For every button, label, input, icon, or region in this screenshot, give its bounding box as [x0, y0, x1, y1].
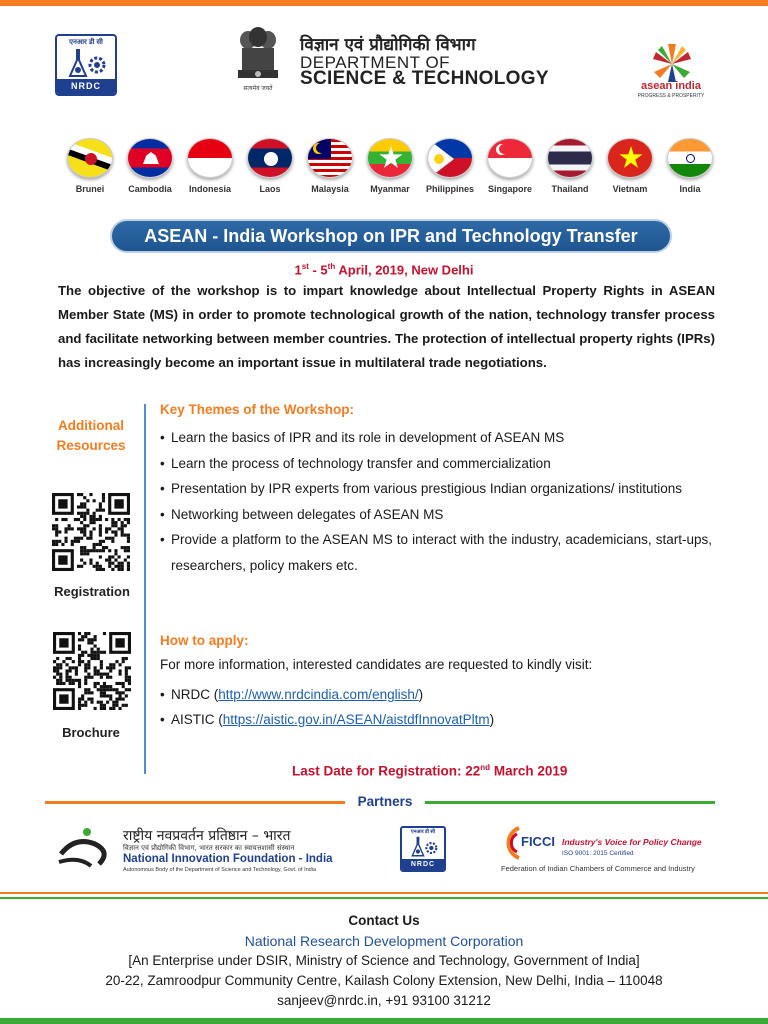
objective-paragraph: The objective of the workshop is to impart knowledge about Intellectual Property Rights in ASEAN Member State (MS) in order to promote technological growth of the nation, technology transfer process and facilitate networking between member countries. The protection of intellectual property rights (IPRs) has increasingly become an important issue in multilateral trade negotiations.: [58, 283, 715, 370]
list-item: [160, 707, 494, 732]
list-item: • Provide a platform to the ASEAN MS to interact with the industry, academicians, start-ups, researchers, policy makers etc.: [160, 527, 712, 578]
nif-autonomous-note: Autonomous Body of the Department of Science and Technology, Govt. of India: [123, 867, 317, 873]
flag-india: [660, 138, 720, 200]
flag-label: Laos: [259, 184, 281, 194]
date-end-day: - 5: [308, 262, 328, 278]
nif-hindi-name: राष्ट्रीय नवप्रवर्तन प्रतिष्ठान – भारत: [123, 828, 291, 844]
partners-divider-left: [45, 801, 345, 804]
contact-email-phone: sanjeev@nrdc.in, +91 93100 31212: [277, 993, 491, 1008]
flag-myanmar: [360, 138, 420, 200]
singapore-flag-icon: [487, 138, 533, 178]
flag-label: Indonesia: [188, 184, 231, 194]
asean-india-logo-sub: PROGRESS & PROSPERITY: [637, 93, 705, 99]
registration-label: Registration: [54, 584, 130, 599]
malaysia-flag-icon: [307, 138, 353, 178]
brochure-qr-code[interactable]: [53, 632, 131, 710]
india-flag-icon: [667, 138, 713, 178]
ficci-federation: Federation of Indian Chambers of Commerce and Industry: [501, 864, 695, 873]
ficci-iso: ISO 9001: 2015 Certified: [562, 850, 634, 857]
top-orange-band: [0, 0, 768, 6]
nif-hindi-sub: विज्ञान एवं प्रौद्योगिकी विभाग, भारत सरकार का स्वायत्तशासी संस्थान: [123, 844, 295, 852]
nrdc-partner-logo: [400, 826, 446, 872]
vietnam-flag-icon: [607, 138, 653, 178]
flag-label: Thailand: [551, 184, 589, 194]
flag-philippines: [420, 138, 480, 200]
last-date-suffix-sup: nd: [480, 763, 491, 772]
brunei-flag-icon: [67, 138, 113, 178]
flag-vietnam: [600, 138, 660, 200]
national-emblem-icon: [230, 26, 286, 92]
laos-flag-icon: [247, 138, 293, 178]
nif-logo: [55, 826, 355, 878]
date-rest: April, 2019, New Delhi: [335, 262, 474, 278]
nrdc-partner-hindi: एनआर डी सी: [410, 829, 436, 835]
dept-title-line1: DEPARTMENT OF: [300, 53, 451, 72]
nrdc-logo-text: NRDC: [57, 79, 115, 94]
nif-english-name: National Innovation Foundation - India: [123, 853, 333, 865]
last-date-prefix: Last Date for Registration: 22: [292, 763, 481, 779]
flag-label: India: [679, 184, 701, 194]
footer-divider-orange: [0, 892, 768, 894]
aistic-link[interactable]: https://aistic.gov.in/ASEAN/aistdfInnovatPltm: [222, 712, 490, 727]
ficci-name: FICCI: [521, 834, 555, 849]
contact-enterprise-note: [An Enterprise under DSIR, Ministry of Science and Technology, Government of India]: [128, 953, 640, 968]
dept-hindi-title: विज्ञान एवं प्रौद्योगिकी विभाग: [300, 35, 476, 55]
link-suffix: ): [489, 712, 495, 727]
partners-divider-right: [425, 801, 715, 804]
list-item: • Presentation by IPR experts from various prestigious Indian organizations/ institutions: [160, 476, 712, 502]
registration-qr-code[interactable]: [52, 493, 130, 571]
flask-gear-icon: [67, 48, 109, 82]
nrdc-logo-hindi: एनआर डी सी: [69, 39, 103, 46]
additional-resources-title: Additional Resources: [56, 418, 126, 453]
flag-malaysia: [300, 138, 360, 200]
myanmar-flag-icon: [367, 138, 413, 178]
flag-thailand: [540, 138, 600, 200]
flag-indonesia: [180, 138, 240, 200]
list-item: • Networking between delegates of ASEAN MS: [160, 502, 712, 528]
date-start-day: 1: [294, 262, 302, 278]
workshop-title-banner: ASEAN - India Workshop on IPR and Technology Transfer: [110, 219, 672, 253]
footer-divider-green: [0, 897, 768, 899]
how-to-apply-intro: For more information, interested candidates are requested to kindly visit:: [160, 657, 593, 672]
last-date-registration: [292, 763, 567, 779]
key-themes-list: [160, 425, 712, 578]
date-start-suffix: st: [301, 262, 309, 271]
nif-swirl-icon: [55, 826, 117, 876]
flask-gear-icon: [409, 836, 441, 860]
contact-address: 20-22, Zamroodpur Community Centre, Kailash Colony Extension, New Delhi, India – 110048: [105, 973, 663, 988]
date-end-suffix: th: [327, 262, 336, 271]
contact-title: Contact Us: [348, 913, 420, 928]
column-divider: [144, 404, 146, 774]
link-prefix: NRDC (: [171, 687, 219, 702]
contact-section: [0, 911, 768, 1011]
dept-title-line2: SCIENCE & TECHNOLOGY: [300, 68, 549, 89]
indonesia-flag-icon: [187, 138, 233, 178]
flag-label: Singapore: [487, 184, 532, 194]
how-to-apply-title: How to apply:: [160, 633, 249, 648]
list-item: • Learn the basics of IPR and its role in development of ASEAN MS: [160, 425, 712, 451]
list-item: [160, 682, 494, 707]
link-prefix: AISTIC (: [171, 712, 223, 727]
flag-singapore: [480, 138, 540, 200]
flag-label: Philippines: [425, 184, 474, 194]
ficci-tagline: Industry's Voice for Policy Change: [562, 837, 702, 847]
nrdc-partner-text: NRDC: [402, 859, 444, 870]
cambodia-flag-icon: [127, 138, 173, 178]
flag-label: Brunei: [75, 184, 105, 194]
workshop-date: [0, 262, 768, 277]
partners-title: Partners: [357, 794, 413, 809]
last-date-suffix: March 2019: [490, 763, 568, 779]
bottom-green-band: [0, 1018, 768, 1024]
flag-label: Myanmar: [370, 184, 410, 194]
flag-cambodia: [120, 138, 180, 200]
contact-organization: National Research Development Corporation: [244, 933, 524, 949]
thailand-flag-icon: [547, 138, 593, 178]
flag-row: [60, 138, 720, 200]
ficci-arc-icon: [497, 824, 521, 862]
flag-label: Malaysia: [311, 184, 349, 194]
emblem-caption: सत्यमेव जयते: [243, 86, 273, 92]
philippines-flag-icon: [427, 138, 473, 178]
apply-links-list: [160, 682, 494, 732]
brochure-label: Brochure: [62, 725, 120, 740]
list-item: • Learn the process of technology transfer and commercialization: [160, 451, 712, 477]
ficci-logo: [497, 822, 727, 874]
nrdc-link[interactable]: http://www.nrdcindia.com/english/: [218, 687, 419, 702]
flag-label: Vietnam: [612, 184, 648, 194]
asean-india-logo-text: asean india: [641, 80, 701, 92]
key-themes-title: Key Themes of the Workshop:: [160, 402, 355, 417]
link-suffix: ): [418, 687, 424, 702]
nrdc-logo: [55, 34, 117, 96]
flag-label: Cambodia: [128, 184, 172, 194]
flag-laos: [240, 138, 300, 200]
flag-brunei: [60, 138, 120, 200]
